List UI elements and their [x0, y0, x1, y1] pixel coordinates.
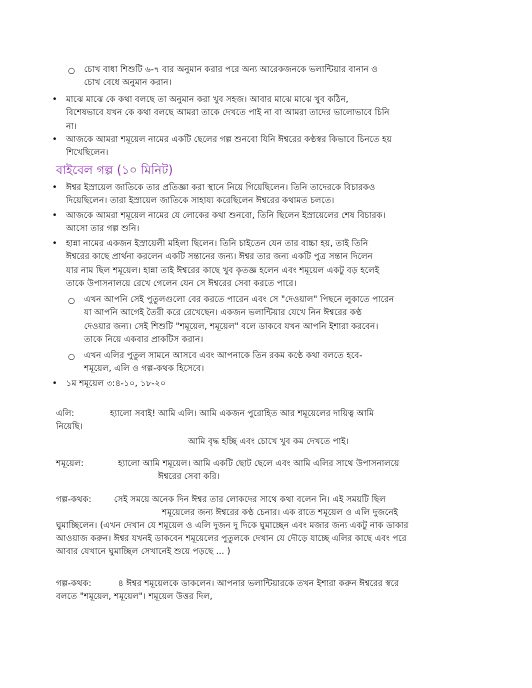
sub-bullet-item [68, 64, 446, 91]
bullet-dot-icon: • [52, 183, 58, 193]
text-line: আজকে আমরা শমূয়েল নামের একটি ছেলের গল্প শুনবো যিনি ঈশ্বরের কণ্ঠস্বর কিভাবে চিনতে হয় [66, 135, 392, 145]
speaker-label: গল্প-কথক: [56, 579, 92, 589]
text-line: চোখ বেধে অনুমান করান। [84, 78, 172, 89]
sub-bullet-item [68, 294, 446, 348]
text-line: মাঝে মাঝে কে কথা বলছে তা অনুমান করা খুব সহজ। আবার মাঝে মাঝে খুব কঠিন, [66, 95, 349, 105]
text-line: হান্না নামের একজন ইস্রায়েলী মহিলা ছিলেন। তিনি চাইতেন যেন তার বাচ্চা হয়, তাই তিনি [66, 239, 369, 249]
circle-bullet-icon: ○ [68, 296, 75, 305]
speaker-label: শমূয়েল: [56, 459, 84, 469]
text-line: না। [66, 121, 77, 132]
text-line: বলতে "শমূয়েল, শমূয়েল"। শমূয়েল উত্তর দিল, [56, 592, 213, 602]
bullet-dot-icon: • [52, 95, 58, 105]
text-line: সেই সময়ে অনেক দিন ঈশ্বর তার লোকদের সাথে কথা বলেন নি। এই সময়টি ছিল [114, 495, 386, 505]
sub-bullet-item [68, 350, 446, 377]
text-line: আসো তার গল্প শুনি। [66, 224, 140, 235]
text-line: তাকে নিয়ে একবার প্রাকটিস করান। [84, 335, 204, 346]
text-line: ঈশ্বর ইস্রায়েল জাতিকে তার প্রতিজ্ঞা করা স্থানে নিয়ে গিয়েছিলেন। তিনি তাদেরকে বিচারকও [66, 183, 376, 193]
text-line: বিশেষভাবে যখন কে কথা বলছে আমরা তাকে দেখতে পাই না বা আমরা তাদের ভালোভাবে চিনি [66, 108, 390, 119]
text-line: আবার যেখানে ঘুমাচ্ছিল সেখানেই শুয়ে পড়ছে ... ) [56, 547, 231, 557]
bullet-dot-icon: • [52, 239, 58, 249]
text-line: যার নাম ছিল শমূয়েল। হান্না তাই ঈশ্বরের কাছে খুব কৃতজ্ঞ হলেন এবং শমূয়েল একটু বড় হলেই [66, 265, 380, 276]
text-line: তাকে উপাসনালয়ে রেখে গেলেন যেন সে ঈশ্বরের সেবা করতে পারে। [66, 279, 297, 290]
text-line: আওয়াজ করুন। ঈশ্বর যখনই ডাকবেন শমূয়েলের পুতুলকে দেখান যে দৌড়ে যাচ্ছে এলির কাছে এবং পরে [56, 534, 407, 544]
speaker-label: গল্প-কথক: [56, 495, 92, 505]
text-line: ঘুমাচ্ছিলেন। (এখন দেখান যে শমূয়েল ও এলি দুজন দু দিকে ঘুমাচ্ছেন এবং মজার জন্য একটু নাক ডাকার [56, 521, 409, 531]
bullet-item [52, 378, 466, 391]
circle-bullet-icon: ○ [68, 352, 75, 361]
text-line: শমূয়েল, এলি ও গল্প-কথক হিসেবে। [84, 364, 205, 375]
bullet-item [52, 134, 466, 161]
circle-bullet-icon: ○ [68, 66, 75, 75]
bullet-item [52, 182, 466, 209]
text-line: এখন আপনি সেই পুতুলগুলো বের করতে পারেন এবং সে "দেওয়াল" পিছনে লুকাতে পারেন [84, 295, 394, 305]
bullet-item [52, 210, 466, 237]
text-line: দিয়েছিলেন। তারা ইস্রায়েল জাতিকে সাহায্য করেছিলেন ঈশ্বরের কথামত চলতে। [66, 196, 335, 207]
bullet-item [52, 238, 466, 292]
text-line: হ্যালো আমি শমূয়েল। আমি একটি ছোট ছেলে এবং আমি এলির সাথে উপাসনালয়ে [118, 459, 400, 469]
bullet-dot-icon: • [52, 379, 58, 389]
text-line: আজকে আমরা শমূয়েল নামের যে লোকের কথা শুনবো, তিনি ছিলেন ইস্রায়েলের শেষ বিচারক। [66, 211, 386, 221]
text-line: শমূয়েলের জন্য ঈশ্বরের কণ্ঠ চেনার। এক রাতে শমূয়েল ও এলি দুজনেই [162, 508, 398, 518]
text-line: ঈশ্বরের সেবা করি। [158, 472, 220, 482]
text-line: ৪ ঈশ্বর শমূয়েলকে ডাকলেন। আপনার ভলান্টিয়ারকে তখন ইশারা করুন ঈশ্বরের স্বরে [118, 579, 399, 589]
text-line: নিয়েছি। [56, 422, 83, 432]
section-heading: বাইবেল গল্প (১০ মিনিট) [56, 163, 173, 177]
bullet-dot-icon: • [52, 135, 58, 145]
text-line: চোখ বাধা শিশুটি ৬-৭ বার অনুমান করার পরে অন্য আরেকজনকে ভলান্টিয়ার বানান ও [84, 65, 378, 75]
text-line: যা আপনি আগেই তৈরী করে রেখেছেন। একজন ভলান্টিয়ার যেখে নিন ঈশ্বরের কণ্ঠ [84, 308, 362, 319]
text-line: দেওয়ার জন্য। সেই শিশুটি "শমূয়েল, শমূয়েল" বলে ডাকবে যখন আপনি ইশারা করবেন। [84, 321, 379, 332]
bullet-dot-icon: • [52, 211, 58, 221]
text-line: আমি বৃদ্ধ হচ্ছি এবং চোখে খুব কম দেখতে পাই। [188, 437, 349, 447]
speaker-label: এলি: [56, 409, 75, 419]
bullet-item [52, 94, 466, 134]
scripture-reference: ১ম শমূয়েল ৩:৪-১০, ১৮-২০ [66, 379, 166, 389]
text-line: ঈশ্বরের কাছে প্রার্থনা করলেন একটি সন্তানের জন্য। ঈশ্বর তার জন্য একটি পুত্র সন্তান দিলেন [66, 252, 373, 263]
text-line: শিখেছিলেন। [66, 148, 109, 159]
text-line: এখন এলির পুতুল সামনে আসবে এবং আপনাকে তিন রকম কণ্ঠে কথা বলতে হবে- [84, 351, 363, 361]
text-line: হ্যালো সবাই! আমি এলি। আমি একজন পুরোহিত আর শমূয়েলের দায়িত্ব আমি [110, 409, 374, 419]
